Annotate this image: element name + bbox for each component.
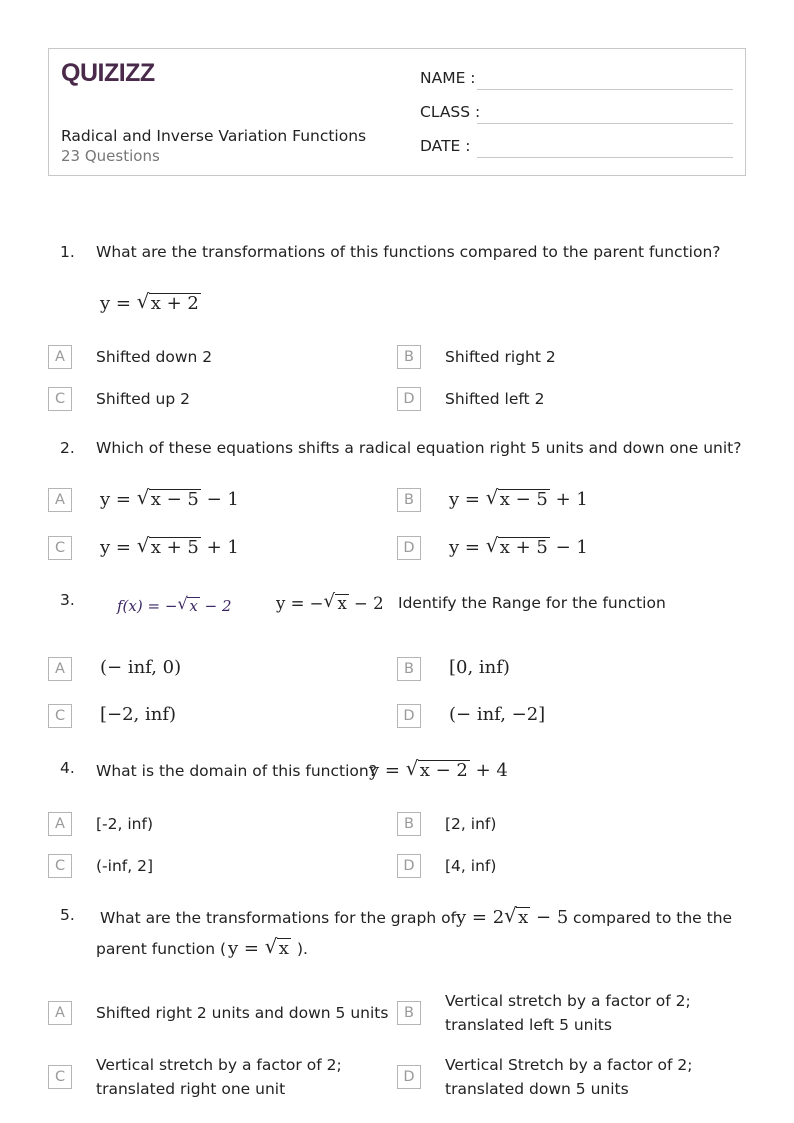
option-5b-letter[interactable]: B: [397, 1001, 421, 1025]
class-field[interactable]: [477, 123, 733, 124]
question-count: 23 Questions: [61, 147, 160, 165]
option-3a-letter[interactable]: A: [48, 657, 72, 681]
question-5-text-c: parent function (: [96, 940, 227, 958]
option-5b-text[interactable]: Vertical stretch by a factor of 2; translated left 5 units: [445, 992, 691, 1034]
option-5c-text[interactable]: Vertical stretch by a factor of 2; translated right one unit: [96, 1056, 342, 1098]
sqrt-symbol: √ x: [177, 594, 198, 615]
name-label: NAME :: [420, 69, 476, 87]
radicand: x − 5: [150, 489, 199, 510]
option-1d-letter[interactable]: D: [397, 387, 421, 411]
option-5d-letter[interactable]: D: [397, 1065, 421, 1089]
option-2a-letter[interactable]: A: [48, 488, 72, 512]
question-5-text-d: ).: [297, 940, 308, 958]
option-1a-text[interactable]: Shifted down 2: [96, 348, 213, 366]
equation-lhs: y =: [369, 760, 406, 781]
equation-tail: − 2: [348, 594, 384, 613]
name-field[interactable]: [477, 89, 733, 90]
question-4-number: 4.: [60, 759, 75, 777]
option-5c-letter[interactable]: C: [48, 1065, 72, 1089]
option-3d-text[interactable]: (− inf, −2]: [449, 704, 546, 725]
question-2-number: 2.: [60, 439, 75, 457]
equation-lhs: y =: [100, 293, 137, 314]
equation-lhs: y =: [228, 938, 265, 959]
option-2c-letter[interactable]: C: [48, 536, 72, 560]
equation-lhs: y = 2: [456, 907, 505, 928]
option-4a-letter[interactable]: A: [48, 812, 72, 836]
sqrt-symbol: √ x − 2: [405, 757, 468, 781]
option-4a-text[interactable]: [-2, inf): [96, 815, 153, 833]
sqrt-symbol: √ x: [323, 591, 347, 613]
question-3-number: 3.: [60, 591, 75, 609]
radicand: x + 2: [150, 293, 199, 314]
question-3-text: Identify the Range for the function: [398, 594, 666, 612]
equation-lhs: y =: [449, 489, 486, 510]
option-5a-letter[interactable]: A: [48, 1001, 72, 1025]
option-4c-text[interactable]: (-inf, 2]: [96, 857, 153, 875]
date-label: DATE :: [420, 137, 471, 155]
radicand: x: [337, 594, 347, 613]
question-3-image-equation: [117, 594, 232, 615]
question-1-equation: [100, 290, 201, 315]
equation-lhs: f(x) = −: [117, 597, 178, 615]
question-4-equation: [369, 757, 508, 782]
option-5d-text[interactable]: Vertical Stretch by a factor of 2; translated down 5 units: [445, 1056, 693, 1098]
option-4c-letter[interactable]: C: [48, 854, 72, 878]
equation-lhs: y =: [100, 489, 137, 510]
option-3b-letter[interactable]: B: [397, 657, 421, 681]
option-2d-letter[interactable]: D: [397, 536, 421, 560]
option-3c-text[interactable]: [−2, inf): [100, 704, 177, 725]
class-label: CLASS :: [420, 103, 481, 121]
radicand: x + 5: [150, 537, 199, 558]
option-2b-equation[interactable]: [449, 486, 588, 511]
option-1a-letter[interactable]: A: [48, 345, 72, 369]
option-4d-text[interactable]: [4, inf): [445, 857, 497, 875]
option-1b-letter[interactable]: B: [397, 345, 421, 369]
equation-lhs: y =: [449, 537, 486, 558]
sqrt-symbol: √ x − 5: [485, 486, 548, 510]
date-field[interactable]: [477, 157, 733, 158]
option-1d-text[interactable]: Shifted left 2: [445, 390, 545, 408]
option-1c-letter[interactable]: C: [48, 387, 72, 411]
sqrt-symbol: √ x + 5: [136, 534, 199, 558]
sqrt-symbol: √ x: [264, 935, 289, 959]
question-5-number: 5.: [60, 906, 75, 924]
sqrt-symbol: √ x: [504, 904, 529, 928]
radicand: x: [278, 938, 289, 959]
sqrt-symbol: √ x + 2: [136, 290, 199, 314]
equation-lhs: y =: [100, 537, 137, 558]
sqrt-symbol: √ x − 5: [136, 486, 199, 510]
option-3c-letter[interactable]: C: [48, 704, 72, 728]
equation-tail: + 1: [200, 537, 239, 558]
option-3a-text[interactable]: (− inf, 0): [100, 657, 182, 678]
worksheet-header: [48, 48, 746, 176]
radicand: x − 2: [419, 760, 468, 781]
equation-tail: − 1: [200, 489, 239, 510]
option-3d-letter[interactable]: D: [397, 704, 421, 728]
option-2d-equation[interactable]: [449, 534, 588, 559]
question-3-equation: [276, 591, 384, 614]
question-5-parent-equation: [228, 935, 291, 960]
radicand: x + 5: [499, 537, 548, 558]
question-5-text-b: compared to the the: [573, 909, 733, 927]
option-5a-text[interactable]: Shifted right 2 units and down 5 units: [96, 1004, 389, 1022]
option-2a-equation[interactable]: [100, 486, 239, 511]
question-5-equation: [456, 904, 569, 929]
equation-tail: + 4: [469, 760, 508, 781]
option-2b-letter[interactable]: B: [397, 488, 421, 512]
radicand: x − 5: [499, 489, 548, 510]
question-2-text: Which of these equations shifts a radical equation right 5 units and down one unit?: [96, 439, 742, 457]
radicand: x: [189, 597, 198, 615]
equation-lhs: y = −: [276, 594, 324, 613]
sqrt-symbol: √ x + 5: [485, 534, 548, 558]
option-3b-text[interactable]: [0, inf): [449, 657, 510, 678]
question-4-text: What is the domain of this function?: [96, 762, 377, 780]
question-1-number: 1.: [60, 243, 75, 261]
question-1-text: What are the transformations of this functions compared to the parent function?: [96, 243, 721, 261]
option-1c-text[interactable]: Shifted up 2: [96, 390, 190, 408]
option-1b-text[interactable]: Shifted right 2: [445, 348, 556, 366]
equation-tail: − 1: [549, 537, 588, 558]
radicand: x: [518, 907, 529, 928]
worksheet-title: Radical and Inverse Variation Functions: [61, 127, 367, 145]
option-2c-equation[interactable]: [100, 534, 239, 559]
equation-tail: + 1: [549, 489, 588, 510]
quizizz-logo: QUIZIZZ: [61, 59, 155, 87]
question-5-text-a: What are the transformations for the graph of: [100, 909, 457, 927]
equation-tail: − 2: [199, 597, 232, 615]
option-4d-letter[interactable]: D: [397, 854, 421, 878]
option-4b-text[interactable]: [2, inf): [445, 815, 497, 833]
option-4b-letter[interactable]: B: [397, 812, 421, 836]
equation-tail: − 5: [530, 907, 569, 928]
